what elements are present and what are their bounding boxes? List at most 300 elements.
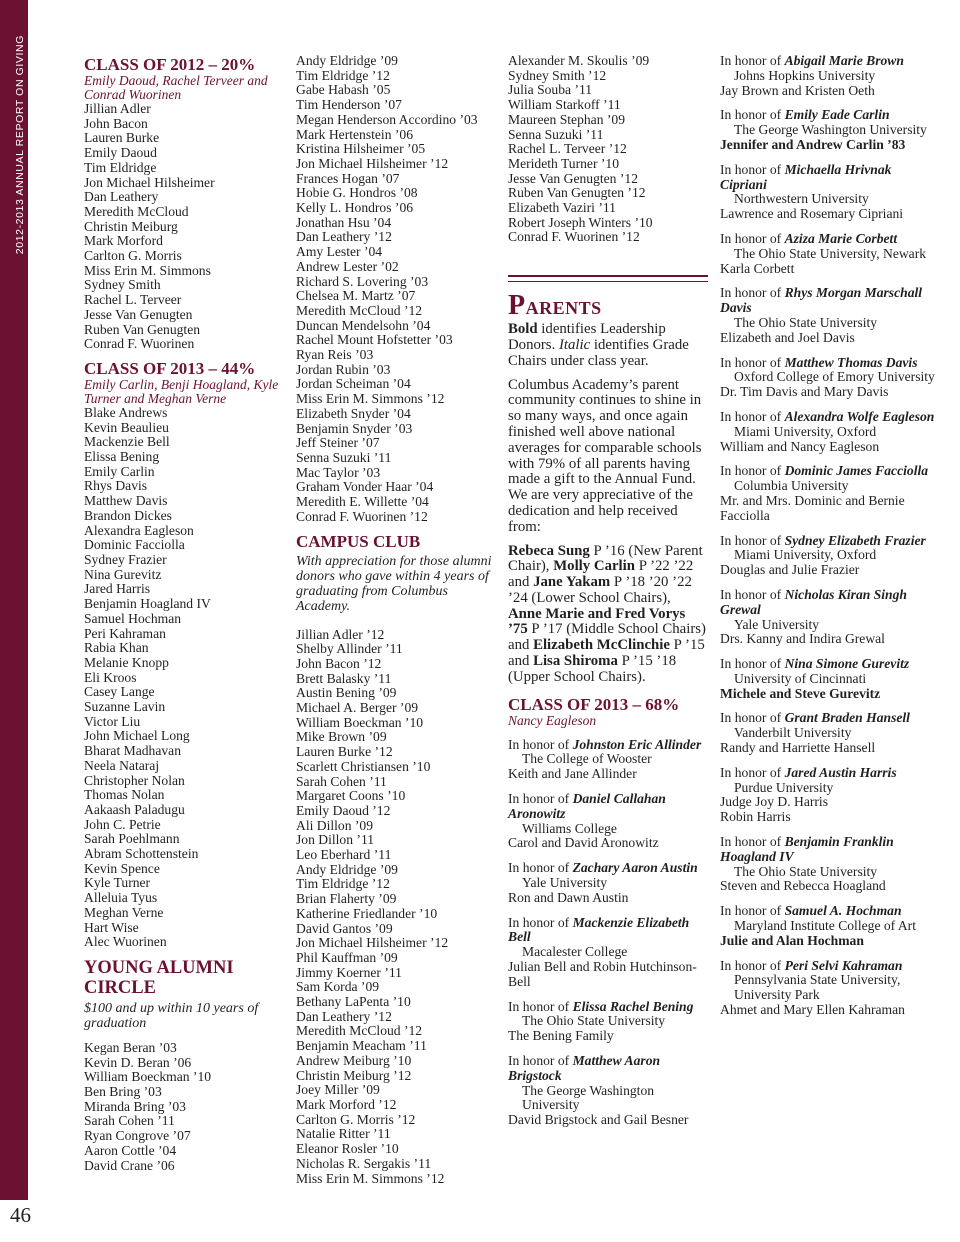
- name-item: Alleluia Tyus: [84, 890, 158, 906]
- column-4: [720, 54, 935, 1028]
- name-item: Abram Schottenstein: [84, 846, 199, 862]
- name-item: Meredith McCloud ’12: [296, 1023, 423, 1039]
- name-item: Benjamin Snyder ’03: [296, 420, 413, 436]
- name-item: Scarlett Christiansen ’10: [296, 758, 431, 774]
- chair-name: Molly Carlin: [553, 558, 635, 575]
- honor-entry: [508, 1000, 708, 1044]
- chair-detail: P ’22 ’22 and: [508, 558, 694, 591]
- honoree-school: The Ohio State University: [522, 1013, 666, 1029]
- name-item: Senna Suzuki ’11: [296, 449, 392, 465]
- name-item: Ryan Congrove ’07: [84, 1128, 191, 1144]
- honor-entry: [720, 835, 935, 894]
- name-item: Shelby Allinder ’11: [296, 641, 403, 657]
- honor-entry: [508, 1054, 708, 1128]
- name-item: Bharat Madhavan: [84, 743, 182, 759]
- name-item: Mackenzie Bell: [84, 434, 170, 450]
- name-item: John C. Petrie: [84, 816, 161, 832]
- name-item: Jon Michael Hilsheimer: [84, 174, 215, 190]
- honor-prefix: In honor of: [720, 764, 785, 780]
- name-item: Meredith E. Willette ’04: [296, 494, 429, 510]
- name-item: Rabia Khan: [84, 640, 149, 656]
- name-item: Matthew Davis: [84, 493, 168, 509]
- honoree-school: The George Washington University: [734, 122, 927, 138]
- chair-name: Rebeca Sung: [508, 542, 590, 559]
- name-item: Victor Liu: [84, 713, 141, 729]
- honoree-name: Benjamin Franklin Hoagland IV: [720, 834, 894, 864]
- name-item: Phil Kauffman ’09: [296, 949, 398, 965]
- honor-prefix: In honor of: [720, 903, 785, 919]
- name-item: Emily Daoud: [84, 145, 157, 161]
- name-item: Duncan Mendelsohn ’04: [296, 317, 431, 333]
- name-item: Mark Morford: [84, 233, 163, 249]
- name-item: Neela Nataraj: [84, 757, 160, 773]
- donor-parents: Dr. Tim Davis and Mary Davis: [720, 384, 889, 400]
- class-2013-heading: CLASS OF 2013 – 44%: [84, 358, 256, 378]
- name-item: Megan Henderson Accordino ’03: [296, 111, 478, 127]
- donor-parents: Elizabeth and Joel Davis: [720, 329, 855, 345]
- name-item: Ben Bring ’03: [84, 1084, 162, 1100]
- chair-name: Elizabeth McClinchie: [533, 637, 670, 654]
- parents-class-2013-chair: Nancy Eagleson: [508, 712, 597, 728]
- name-item: Elizabeth Snyder ’04: [296, 405, 411, 421]
- name-item: Andy Eldridge ’09: [296, 861, 398, 877]
- name-item: Sydney Frazier: [84, 551, 167, 567]
- honoree-name: Johnston Eric Allinder: [572, 736, 702, 752]
- name-item: Christin Meiburg: [84, 218, 178, 234]
- donor-parents: William and Nancy Eagleson: [720, 438, 880, 454]
- name-item: Hobie G. Hondros ’08: [296, 185, 418, 201]
- name-item: Nina Gurevitz: [84, 566, 162, 582]
- donor-parents: Bell: [508, 973, 531, 989]
- honor-prefix: In honor of: [720, 354, 785, 370]
- honoree-school: The College of Wooster: [522, 751, 652, 767]
- class-2012-chairs: Emily Daoud, Rachel Terveer and Conrad Wuorinen: [84, 73, 268, 102]
- name-item: Emily Carlin: [84, 463, 155, 479]
- honoree-school: Purdue University: [734, 779, 834, 795]
- chair-detail: P ’15 and: [508, 637, 705, 670]
- name-item: Kevin Spence: [84, 860, 160, 876]
- name-item: Andrew Meiburg ’10: [296, 1052, 412, 1068]
- name-item: Conrad F. Wuorinen: [84, 336, 195, 352]
- name-item: Dan Leathery: [84, 189, 159, 205]
- name-item: Kevin Beaulieu: [84, 419, 169, 435]
- class-2012-list: [84, 102, 284, 352]
- name-item: Elissa Bening: [84, 449, 160, 465]
- honor-entry: [720, 356, 935, 400]
- donor-parents: Judge Joy D. Harris: [720, 794, 828, 810]
- honor-prefix: In honor of: [720, 656, 785, 672]
- donor-parents: The Bening Family: [508, 1028, 614, 1044]
- name-item: Casey Lange: [84, 684, 155, 700]
- name-item: Meredith McCloud: [84, 203, 189, 219]
- donor-parents: Jay Brown and Kristen Oeth: [720, 82, 875, 98]
- honor-entry: [720, 711, 935, 755]
- name-item: Dan Leathery ’12: [296, 229, 392, 245]
- class-2012-heading: CLASS OF 2012 – 20%: [84, 55, 256, 74]
- name-item: Sydney Smith: [84, 277, 161, 293]
- donor-parents: Robin Harris: [720, 809, 791, 825]
- honoree-name: Zachary Aaron Austin: [572, 860, 698, 876]
- campus-club-list-cont: [508, 54, 708, 245]
- honoree-name: Michaella Hrivnak Cipriani: [720, 161, 892, 192]
- honoree-school: The Ohio State University: [734, 314, 878, 330]
- name-item: Miss Erin M. Simmons ’12: [296, 1170, 445, 1186]
- name-item: Carlton G. Morris: [84, 248, 182, 264]
- honoree-name: Abigail Marie Brown: [784, 53, 904, 68]
- honoree-name: Emily Eade Carlin: [784, 107, 890, 123]
- name-item: Sydney Smith ’12: [508, 67, 607, 83]
- name-item: Lauren Burke: [84, 130, 160, 146]
- honor-entry: [720, 588, 935, 647]
- honoree-name: Alexandra Wolfe Eagleson: [784, 408, 935, 424]
- name-item: Andy Eldridge ’09: [296, 53, 398, 68]
- donor-parents: Carol and David Aronowitz: [508, 835, 659, 851]
- name-item: Elizabeth Vaziri ’11: [508, 200, 616, 216]
- honor-entry: [508, 916, 708, 990]
- name-item: Sarah Poehlmann: [84, 831, 180, 847]
- name-item: Brett Balasky ’11: [296, 670, 392, 686]
- name-item: Frances Hogan ’07: [296, 170, 400, 186]
- name-item: Sarah Cohen ’11: [84, 1113, 175, 1129]
- donor-parents: Ahmet and Mary Ellen Kahraman: [720, 1002, 905, 1018]
- name-item: Kristina Hilsheimer ’05: [296, 141, 426, 157]
- name-item: Maureen Stephan ’09: [508, 111, 626, 127]
- name-item: Carlton G. Morris ’12: [296, 1111, 416, 1127]
- name-item: Jared Harris: [84, 581, 151, 597]
- name-item: Blake Andrews: [84, 404, 168, 420]
- name-item: William Starkoff ’11: [508, 97, 621, 113]
- donor-parents: Drs. Kanny and Indira Grewal: [720, 631, 885, 647]
- name-item: Miranda Bring ’03: [84, 1098, 186, 1114]
- name-item: Thomas Nolan: [84, 787, 165, 803]
- parent-chairs: [508, 544, 708, 686]
- honor-prefix: In honor of: [720, 463, 785, 479]
- honoree-name: Jared Austin Harris: [784, 764, 897, 780]
- name-item: Jesse Van Genugten ’12: [508, 170, 638, 186]
- name-item: Kegan Beran ’03: [84, 1039, 177, 1055]
- name-item: Meghan Verne: [84, 904, 164, 920]
- name-item: Natalie Ritter ’11: [296, 1126, 391, 1142]
- name-item: Samuel Hochman: [84, 610, 182, 626]
- honor-prefix: In honor of: [508, 998, 573, 1014]
- name-item: Alec Wuorinen: [84, 934, 167, 950]
- page-number: 46: [10, 1203, 31, 1227]
- name-item: Mark Morford ’12: [296, 1097, 397, 1112]
- donor-parents: Jennifer and Andrew Carlin ’83: [720, 136, 906, 152]
- honor-prefix: In honor of: [720, 710, 785, 726]
- name-item: Ali Dillon ’09: [296, 817, 374, 833]
- honor-prefix: In honor of: [508, 914, 573, 930]
- name-item: Mac Taylor ’03: [296, 464, 381, 480]
- donor-parents: Douglas and Julie Frazier: [720, 562, 860, 578]
- name-item: Rachel L. Terveer: [84, 292, 182, 308]
- chair-name: Lisa Shiroma: [533, 653, 618, 670]
- name-item: John Bacon: [84, 115, 148, 131]
- honoree-name: Matthew Aaron Brigstock: [508, 1053, 661, 1083]
- name-item: Mike Brown ’09: [296, 729, 387, 745]
- donor-parents: Michele and Steve Gurevitz: [720, 685, 881, 701]
- name-item: Gabe Habash ’05: [296, 82, 391, 98]
- name-item: Ryan Reis ’03: [296, 347, 374, 363]
- donor-parents: Lawrence and Rosemary Cipriani: [720, 206, 904, 222]
- honor-prefix: In honor of: [508, 860, 573, 876]
- name-item: William Boeckman ’10: [296, 714, 424, 730]
- name-item: Miss Erin M. Simmons: [84, 262, 211, 278]
- name-item: Miss Erin M. Simmons ’12: [296, 391, 445, 407]
- honoree-school: Williams College: [522, 820, 617, 836]
- name-item: Jon Dillon ’11: [296, 832, 375, 848]
- name-item: Jon Michael Hilsheimer ’12: [296, 155, 449, 171]
- name-item: John Bacon ’12: [296, 655, 382, 671]
- name-item: Richard S. Lovering ’03: [296, 273, 429, 289]
- name-item: Christopher Nolan: [84, 772, 185, 788]
- honor-entry: [720, 534, 935, 578]
- name-item: David Gantos ’09: [296, 920, 393, 936]
- name-item: Tim Eldridge ’12: [296, 67, 390, 83]
- honoree-name: Aziza Marie Corbett: [784, 230, 898, 246]
- honoree-school: Columbia University: [734, 478, 849, 494]
- name-item: Rachel Mount Hofstetter ’03: [296, 332, 453, 348]
- honor-prefix: In honor of: [508, 1053, 573, 1069]
- campus-club-heading: CAMPUS CLUB: [296, 531, 421, 551]
- honor-prefix: In honor of: [720, 161, 785, 177]
- chair-detail: P ’18 ’20 ’22 ’24 (Lower School Chairs),: [508, 574, 692, 606]
- chair-name: Jane Yakam: [533, 574, 611, 591]
- name-item: Melanie Knopp: [84, 654, 169, 670]
- honoree-school: Pennsylvania State University, University Park: [734, 972, 901, 1003]
- honoree-school: Maryland Institute College of Art: [734, 918, 916, 934]
- honoree-school: Oxford College of Emory University: [734, 369, 935, 385]
- name-item: Suzanne Lavin: [84, 699, 166, 715]
- name-item: Andrew Lester ’02: [296, 258, 399, 274]
- honor-entry: [720, 286, 935, 345]
- donor-parents: Ron and Dawn Austin: [508, 889, 629, 905]
- name-item: Robert Joseph Winters ’10: [508, 214, 653, 230]
- name-item: Julia Souba ’11: [508, 82, 593, 98]
- name-item: Katherine Friedlander ’10: [296, 905, 438, 921]
- honor-prefix: In honor of: [508, 736, 573, 752]
- name-item: Rhys Davis: [84, 478, 148, 494]
- name-item: Jon Michael Hilsheimer ’12: [296, 935, 449, 951]
- honor-prefix: In honor of: [720, 957, 785, 973]
- name-item: Christin Meiburg ’12: [296, 1067, 412, 1083]
- name-item: Kyle Turner: [84, 875, 151, 891]
- honoree-name: Dominic James Facciolla: [784, 463, 929, 479]
- class-2013-list: [84, 406, 284, 950]
- name-item: William Boeckman ’10: [84, 1069, 212, 1085]
- honor-prefix: In honor of: [720, 107, 785, 123]
- honor-entry: [720, 108, 935, 152]
- section-divider: [508, 275, 708, 282]
- name-item: Jillian Adler ’12: [296, 626, 385, 642]
- name-item: Peri Kahraman: [84, 625, 166, 641]
- honor-entry: [720, 766, 935, 825]
- young-alumni-desc: $100 and up within 10 years of graduation: [84, 1000, 259, 1031]
- honor-prefix: In honor of: [720, 834, 785, 850]
- chair-detail: P ’17 (Middle School Chairs) and: [508, 621, 706, 654]
- honoree-name: Elissa Rachel Bening: [572, 998, 694, 1014]
- name-item: Graham Vonder Haar ’04: [296, 479, 434, 495]
- honor-prefix: In honor of: [720, 586, 785, 602]
- honoree-school: Yale University: [734, 616, 820, 632]
- honor-entry: [720, 410, 935, 454]
- side-bar: [0, 0, 28, 1200]
- honoree-school: The Ohio State University, Newark: [734, 245, 927, 261]
- name-item: Ruben Van Genugten: [84, 321, 201, 337]
- honoree-name: Peri Selvi Kahraman: [784, 957, 903, 973]
- name-item: Conrad F. Wuorinen ’12: [296, 508, 428, 524]
- name-item: Sam Korda ’09: [296, 979, 380, 995]
- name-item: Ruben Van Genugten ’12: [508, 185, 646, 201]
- honor-prefix: In honor of: [720, 532, 785, 548]
- honor-prefix: In honor of: [720, 53, 785, 68]
- name-item: Aakaash Paladugu: [84, 801, 185, 817]
- name-item: Alexander M. Skoulis ’09: [508, 53, 650, 68]
- name-item: Tim Eldridge ’12: [296, 876, 390, 892]
- name-item: Senna Suzuki ’11: [508, 126, 604, 142]
- donor-parents: Karla Corbett: [720, 260, 795, 276]
- honor-list-col4: [720, 54, 935, 1018]
- honor-entry: [720, 657, 935, 701]
- name-item: Chelsea M. Martz ’07: [296, 288, 416, 304]
- name-item: Kevin D. Beran ’06: [84, 1054, 192, 1070]
- parents-heading: PARENTS: [508, 290, 602, 322]
- honoree-school: Miami University, Oxford: [734, 423, 877, 439]
- honoree-name: Rhys Morgan Marschall Davis: [720, 285, 923, 316]
- honor-entry: [508, 861, 708, 905]
- honor-entry: [720, 959, 935, 1018]
- name-item: Brandon Dickes: [84, 507, 172, 523]
- campus-club-desc: With appreciation for those alumni donors who gave within 4 years of graduating from Columbus Academy.: [296, 553, 492, 614]
- name-item: Joey Miller ’09: [296, 1082, 380, 1098]
- name-item: John Michael Long: [84, 728, 190, 744]
- honor-list-col3: [508, 738, 708, 1128]
- honoree-school: The George Washington University: [522, 1082, 655, 1113]
- name-item: Conrad F. Wuorinen ’12: [508, 229, 640, 245]
- name-item: Alexandra Eagleson: [84, 522, 194, 538]
- column-2: [296, 54, 496, 1186]
- side-title: 2012-2013 ANNUAL REPORT ON GIVING: [14, 35, 26, 255]
- name-item: Dan Leathery ’12: [296, 1008, 392, 1024]
- honor-prefix: In honor of: [720, 285, 785, 301]
- name-item: Amy Lester ’04: [296, 244, 383, 260]
- chair-detail: P ’15 ’18 (Upper School Chairs).: [508, 653, 677, 685]
- honor-entry: [720, 904, 935, 948]
- young-alumni-list-cont: [296, 54, 496, 525]
- name-item: David Crane ’06: [84, 1157, 175, 1173]
- name-item: Austin Bening ’09: [296, 685, 397, 701]
- name-item: Michael A. Berger ’09: [296, 700, 419, 716]
- honoree-school: Yale University: [522, 875, 608, 891]
- honoree-school: Johns Hopkins University: [734, 67, 876, 83]
- parents-legend: Bold identifies Leadership Donors. Italic identifies Grade Chairs under class year.: [508, 321, 689, 369]
- donor-parents: Steven and Rebecca Hoagland: [720, 878, 886, 894]
- name-item: Kelly L. Hondros ’06: [296, 200, 414, 216]
- donor-parents: David Brigstock and Gail Besner: [508, 1112, 689, 1128]
- name-item: Margaret Coons ’10: [296, 788, 406, 804]
- honoree-name: Samuel A. Hochman: [784, 903, 902, 919]
- honoree-name: Grant Braden Hansell: [784, 710, 910, 726]
- honor-prefix: In honor of: [720, 230, 785, 246]
- young-alumni-heading: YOUNG ALUMNI CIRCLE: [84, 957, 234, 998]
- honoree-school: Northwestern University: [734, 191, 869, 207]
- chair-name: Anne Marie and Fred Vorys ’75: [508, 605, 686, 638]
- name-item: Sarah Cohen ’11: [296, 773, 387, 789]
- honor-entry: [508, 738, 708, 782]
- donor-parents: Mr. and Mrs. Dominic and Bernie Facciolla: [720, 492, 905, 523]
- honor-entry: [720, 464, 935, 523]
- name-item: Leo Eberhard ’11: [296, 847, 392, 863]
- name-item: Rachel L. Terveer ’12: [508, 141, 627, 157]
- chair-detail: P ’16 (New Parent Chair),: [508, 542, 703, 575]
- honor-entry: [720, 54, 935, 98]
- donor-parents: Keith and Jane Allinder: [508, 766, 637, 782]
- name-item: Bethany LaPenta ’10: [296, 994, 411, 1010]
- name-item: Aaron Cottle ’04: [84, 1142, 177, 1158]
- name-item: Jordan Rubin ’03: [296, 361, 391, 377]
- honoree-name: Sydney Elizabeth Frazier: [784, 532, 926, 548]
- honoree-name: Nicholas Kiran Singh Grewal: [720, 586, 907, 617]
- column-3: [508, 54, 708, 1138]
- honoree-school: Macalester College: [522, 944, 628, 960]
- young-alumni-list: [84, 1041, 284, 1173]
- honor-prefix: In honor of: [508, 791, 573, 807]
- honoree-school: Miami University, Oxford: [734, 547, 877, 563]
- name-item: Hart Wise: [84, 919, 139, 935]
- name-item: Tim Henderson ’07: [296, 97, 402, 113]
- honor-entry: [720, 163, 935, 222]
- honoree-name: Nina Simone Gurevitz: [784, 656, 910, 672]
- honoree-school: Vanderbilt University: [734, 725, 852, 741]
- honoree-school: University of Cincinnati: [734, 670, 867, 686]
- name-item: Merideth Turner ’10: [508, 155, 620, 171]
- name-item: Tim Eldridge: [84, 159, 157, 175]
- name-item: Jimmy Koerner ’11: [296, 964, 402, 980]
- name-item: Jeff Steiner ’07: [296, 435, 380, 451]
- name-item: Benjamin Hoagland IV: [84, 596, 211, 612]
- name-item: Jesse Van Genugten: [84, 306, 193, 322]
- parents-intro: Columbus Academy’s parent community continues to shine in so many ways, and once again finished well above national averages for comparable schools with 79% of all parents having made a gift to the Annual Fund. We are very appreciative of the dedication and help received from:: [508, 376, 702, 535]
- name-item: Brian Flaherty ’09: [296, 891, 397, 907]
- name-item: Eleanor Rosler ’10: [296, 1141, 399, 1157]
- honoree-name: Daniel Callahan Aronowitz: [508, 791, 666, 821]
- honoree-name: Matthew Thomas Davis: [784, 354, 918, 370]
- donor-parents: Randy and Harriette Hansell: [720, 740, 876, 756]
- name-item: Dominic Facciolla: [84, 537, 185, 553]
- name-item: Emily Daoud ’12: [296, 802, 391, 818]
- class-2013-chairs: Emily Carlin, Benji Hoagland, Kyle Turner and Meghan Verne: [84, 376, 279, 406]
- name-item: Jonathan Hsu ’04: [296, 214, 392, 230]
- honor-entry: [720, 232, 935, 276]
- campus-club-list: [296, 628, 496, 1187]
- name-item: Nicholas R. Sergakis ’11: [296, 1155, 432, 1171]
- name-item: Benjamin Meacham ’11: [296, 1038, 427, 1054]
- name-item: Meredith McCloud ’12: [296, 302, 423, 318]
- name-item: Eli Kroos: [84, 669, 137, 685]
- donor-parents: Julian Bell and Robin Hutchinson-: [508, 959, 697, 975]
- honoree-school: The Ohio State University: [734, 863, 878, 879]
- name-item: Mark Hertenstein ’06: [296, 126, 414, 142]
- parents-class-2013-heading: CLASS OF 2013 – 68%: [508, 694, 680, 714]
- name-item: Jillian Adler: [84, 101, 151, 116]
- honoree-name: Mackenzie Elizabeth Bell: [508, 914, 690, 945]
- name-item: Jordan Scheiman ’04: [296, 376, 411, 392]
- honor-entry: [508, 792, 708, 851]
- honor-prefix: In honor of: [720, 408, 785, 424]
- donor-parents: Julie and Alan Hochman: [720, 932, 864, 948]
- name-item: Lauren Burke ’12: [296, 744, 393, 760]
- column-1: [84, 54, 284, 1173]
